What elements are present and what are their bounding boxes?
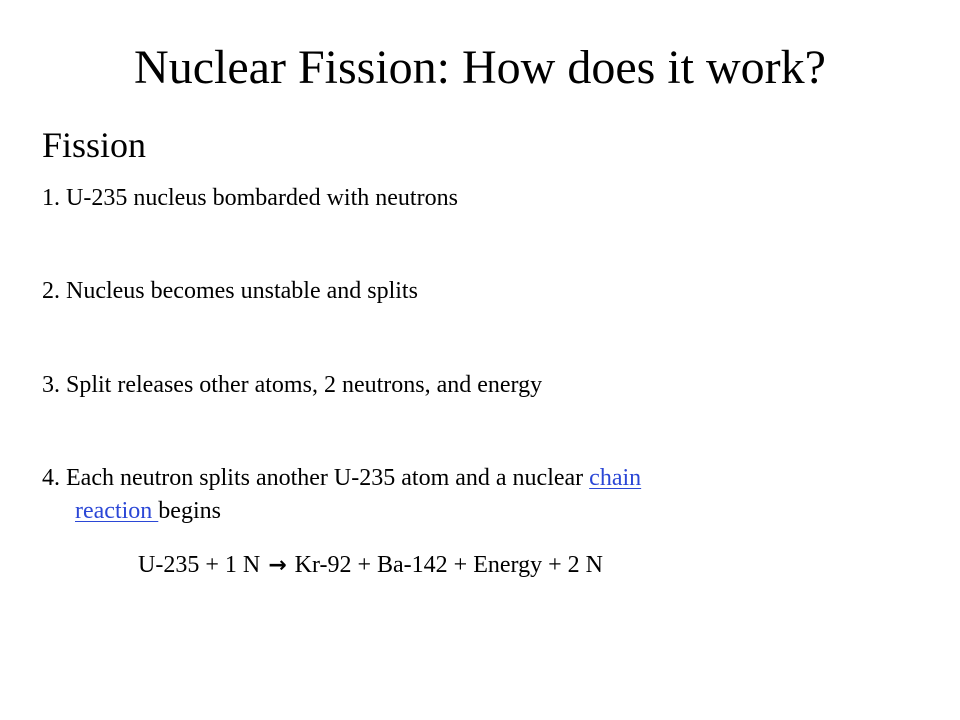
slide-subtitle: Fission (42, 125, 147, 165)
step-3: 3. Split releases other atoms, 2 neutrons, and energy (42, 372, 543, 398)
fission-equation (138, 549, 603, 582)
step-4 (42, 462, 641, 494)
step-4-text-end: begins (158, 498, 221, 524)
equation-right: Kr-92 + Ba-142 + Energy + 2 N (288, 552, 603, 578)
step-4-continuation (75, 495, 221, 527)
step-2: 2. Nucleus becomes unstable and splits (42, 278, 418, 304)
equation-left: U-235 + 1 N (138, 552, 267, 578)
step-1: 1. U-235 nucleus bombarded with neutrons (42, 185, 458, 211)
chain-reaction-link-continued[interactable]: reaction (75, 498, 159, 524)
slide-title: Nuclear Fission: How does it work? (134, 41, 826, 94)
step-4-text: 4. Each neutron splits another U-235 atom and a nuclear (42, 465, 590, 491)
chain-reaction-link[interactable]: chain (589, 465, 642, 491)
right-arrow-icon: → (268, 553, 287, 578)
